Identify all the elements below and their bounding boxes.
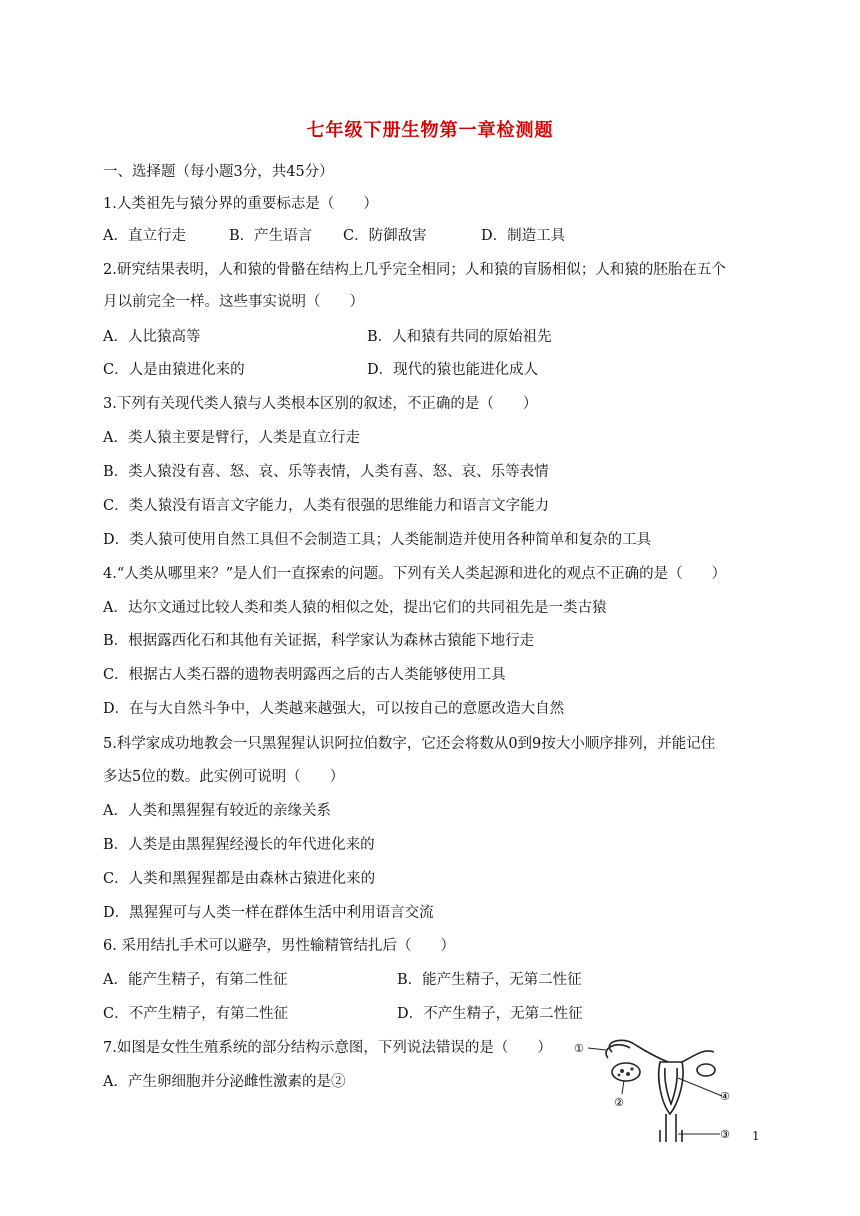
question-5-option-b: B．人类是由黑猩猩经漫长的年代进化来的 [103, 837, 375, 853]
question-5-option-d: D．黑猩猩可与人类一样在群体生活中利用语言交流 [103, 905, 434, 921]
question-2-option-c: C．人是由猿进化来的 [103, 362, 245, 378]
question-4-stem: 4.“人类从哪里来？”是人们一直探索的问题。下列有关人类起源和进化的观点不正确的是（ ） [103, 566, 727, 582]
question-5-option-c: C．人类和黑猩猩都是由森林古猿进化来的 [103, 871, 376, 887]
question-4-option-d: D．在与大自然斗争中，人类越来越强大，可以按自己的意愿改造大自然 [103, 701, 565, 717]
question-2-option-d: D．现代的猿也能进化成人 [367, 362, 539, 378]
fallopian-tube-left [609, 1040, 668, 1062]
question-3-stem: 3.下列有关现代类人猿与人类根本区别的叙述，不正确的是（ ） [103, 396, 538, 412]
question-2-option-a: A．人比猿高等 [103, 329, 201, 345]
question-2-stem-line-2: 月以前完全一样。这些事实说明（ ） [103, 294, 364, 310]
question-1-option-b: B．产生语言 [229, 228, 313, 244]
question-2-option-b: B．人和猿有共同的原始祖先 [367, 329, 552, 345]
question-1-option-d: D．制造工具 [481, 228, 566, 244]
diagram-label-3: ③ [720, 1128, 730, 1141]
page-number: 1 [752, 1129, 760, 1143]
page-title: 七年级下册生物第一章检测题 [306, 120, 554, 141]
question-2-stem-line-1: 2.研究结果表明，人和猿的骨骼在结构上几乎完全相同；人和猿的盲肠相似；人和猿的胚胎在五个 [103, 262, 726, 278]
question-3-option-c: C．类人猿没有语言文字能力，人类有很强的思维能力和语言文字能力 [103, 498, 550, 514]
diagram-label-2: ② [614, 1096, 624, 1109]
ovary-left [612, 1063, 640, 1081]
question-6-option-d: D．不产生精子，无第二性征 [397, 1006, 583, 1022]
ovary-right [697, 1064, 715, 1076]
female-reproductive-diagram [572, 1034, 742, 1144]
question-1-stem: 1.人类祖先与猿分界的重要标志是（ ） [103, 196, 378, 212]
question-4-option-a: A．达尔文通过比较人类和类人猿的相似之处，提出它们的共同祖先是一类古猿 [103, 600, 607, 616]
question-6-option-a: A．能产生精子，有第二性征 [103, 972, 288, 988]
question-6-option-b: B．能产生精子，无第二性征 [397, 972, 582, 988]
vagina [666, 1114, 676, 1142]
question-4-option-b: B．根据露西化石和其他有关证据，科学家认为森林古猿能下地行走 [103, 633, 535, 649]
question-5-stem-line-1: 5.科学家成功地教会一只黑猩猩认识阿拉伯数字，它还会将数从0到9按大小顺序排列，并能记住 [103, 736, 716, 752]
question-7-stem: 7.如图是女性生殖系统的部分结构示意图，下列说法错误的是（ ） [103, 1040, 552, 1056]
question-3-option-d: D．类人猿可使用自然工具但不会制造工具；人类能制造并使用各种简单和复杂的工具 [103, 532, 652, 548]
question-7-option-a: A．产生卵细胞并分泌雌性激素的是② [103, 1074, 346, 1090]
diagram-label-1: ① [574, 1042, 584, 1055]
question-3-option-b: B．类人猿没有喜、怒、哀、乐等表情，人类有喜、怒、哀、乐等表情 [103, 464, 549, 480]
question-4-option-c: C．根据古人类石器的遗物表明露西之后的古人类能够使用工具 [103, 667, 506, 683]
question-1-option-c: C．防御敌害 [343, 228, 427, 244]
question-3-option-a: A．类人猿主要是臂行，人类是直立行走 [103, 430, 360, 446]
question-5-stem-line-2: 多达5位的数。此实例可说明（ ） [103, 769, 345, 785]
question-1-option-a: A．直立行走 [103, 228, 186, 244]
diagram-label-4: ④ [720, 1090, 730, 1103]
uterus [659, 1062, 683, 1114]
question-6-option-c: C．不产生精子，有第二性征 [103, 1006, 289, 1022]
section-heading: 一、选择题（每小题3分，共45分） [103, 164, 334, 180]
fallopian-tube-right [682, 1051, 714, 1062]
question-5-option-a: A．人类和黑猩猩有较近的亲缘关系 [103, 803, 331, 819]
question-6-stem: 6. 采用结扎手术可以避孕，男性输精管结扎后（ ） [103, 938, 455, 954]
